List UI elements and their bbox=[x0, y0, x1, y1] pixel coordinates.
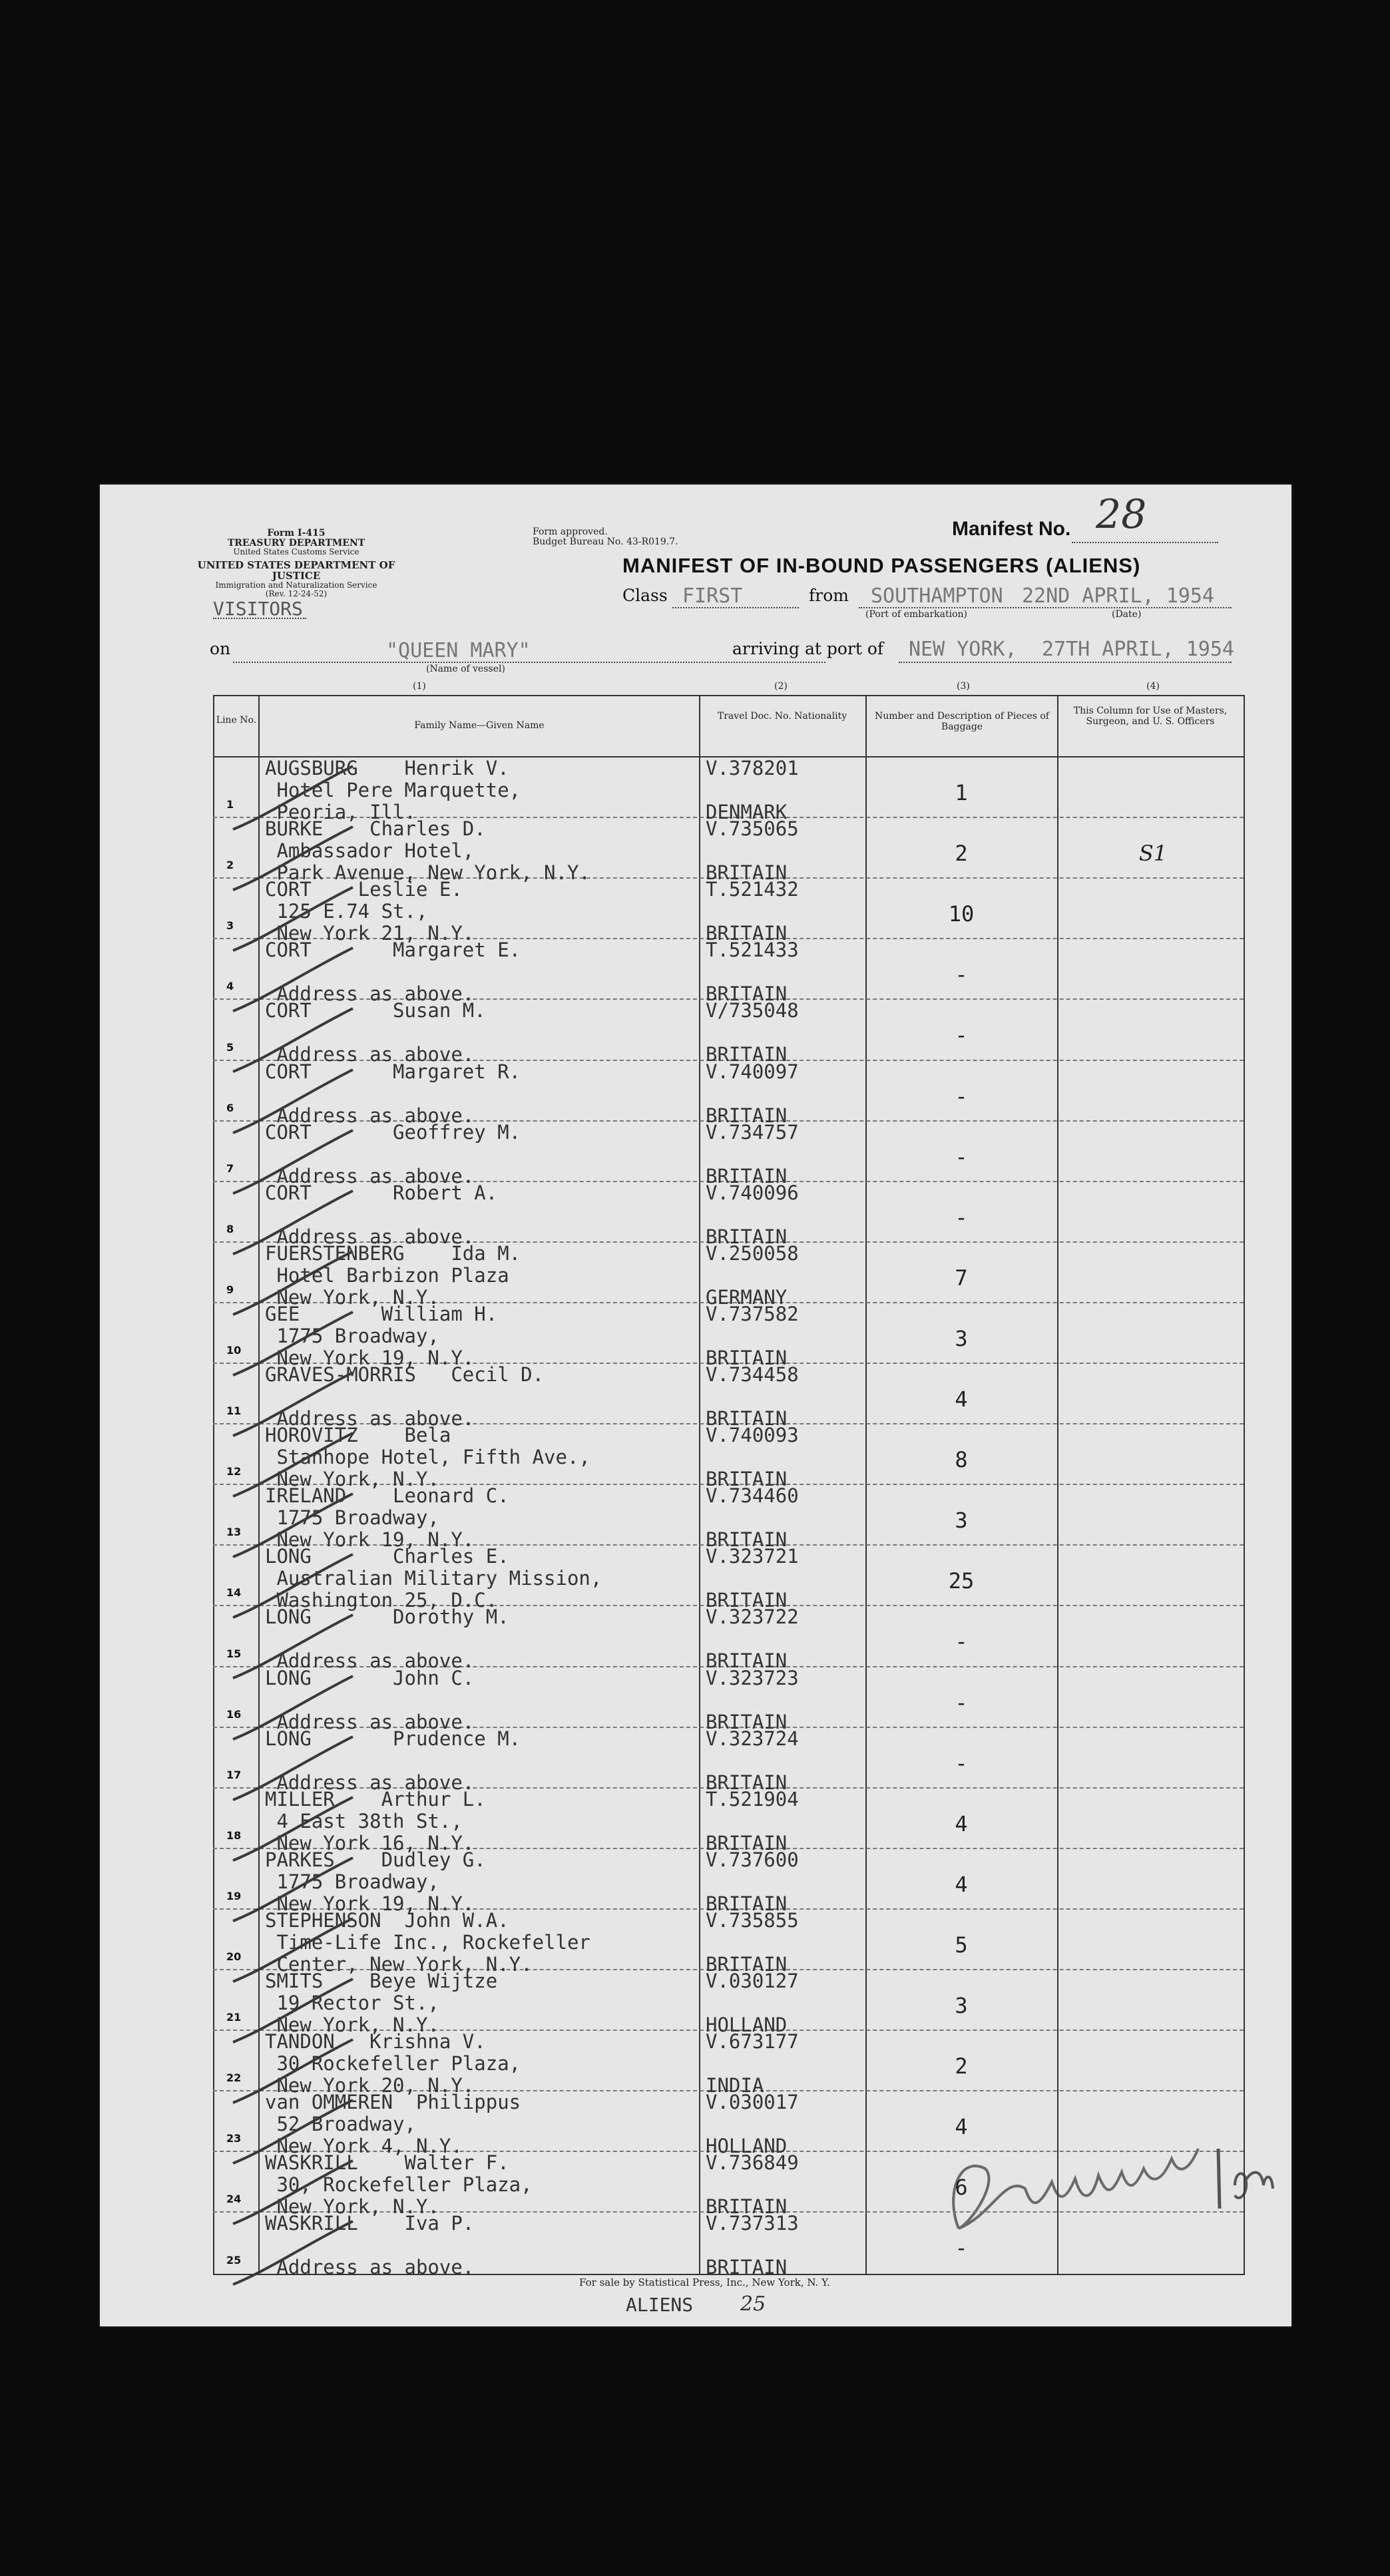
line-number: 19 bbox=[226, 1889, 242, 1902]
passenger-name: TANDON Krishna V. 30 Rockefeller Plaza, New York 20, N.Y. bbox=[265, 2030, 521, 2097]
treasury-department: TREASURY DEPARTMENT bbox=[227, 537, 365, 548]
manifest-no-label: Manifest No. bbox=[952, 518, 1071, 540]
revision-date: (Rev. 12-24-52) bbox=[265, 589, 328, 599]
class-value: FIRST bbox=[682, 584, 743, 608]
travel-doc: V.740096 BRITAIN bbox=[706, 1181, 799, 1248]
passenger-name: van OMMEREN Philippus 52 Broadway, New York 4, N.Y. bbox=[265, 2091, 521, 2158]
from-line bbox=[859, 607, 1232, 608]
line-number: 2 bbox=[226, 859, 234, 872]
port-caption: (Port of embarkation) bbox=[865, 609, 967, 620]
passenger-table bbox=[213, 695, 1245, 2279]
travel-doc: T.521904 BRITAIN bbox=[706, 1787, 799, 1854]
travel-doc: V.740097 BRITAIN bbox=[706, 1060, 799, 1127]
visitors-line bbox=[213, 618, 306, 619]
baggage-count: 3 bbox=[955, 1993, 968, 2018]
travel-doc: V.735065 BRITAIN bbox=[706, 817, 799, 885]
baggage-count: - bbox=[955, 1629, 968, 1655]
line-number: 17 bbox=[226, 1768, 242, 1781]
passenger-name: WASKRILL Iva P. Address as above. bbox=[265, 2212, 475, 2279]
passenger-name: GEE William H. 1775 Broadway, New York 19, N.Y. bbox=[265, 1302, 498, 1369]
embarkation-date: 22ND APRIL, 1954 bbox=[1022, 584, 1214, 608]
baggage-count: 25 bbox=[948, 1568, 975, 1594]
travel-doc: V.737600 BRITAIN bbox=[706, 1848, 799, 1915]
line-number: 15 bbox=[226, 1647, 242, 1660]
class-line bbox=[672, 607, 799, 608]
baggage-count: 4 bbox=[955, 1871, 968, 1897]
passenger-name: GRAVES-MORRIS Cecil D. Address as above. bbox=[265, 1363, 545, 1430]
line-number: 12 bbox=[226, 1465, 242, 1478]
travel-doc: V.030127 HOLLAND bbox=[706, 1970, 799, 2036]
travel-doc: V.740093 BRITAIN bbox=[706, 1424, 799, 1491]
baggage-count: 2 bbox=[955, 841, 968, 867]
passenger-name: SMITS Beye Wijtze 19 Rector St., New York, N.Y. bbox=[265, 1970, 498, 2036]
line-number: 10 bbox=[226, 1344, 242, 1357]
passenger-name: CORT Leslie E. 125 E.74 St., New York 21, N.Y. bbox=[265, 878, 475, 945]
line-number: 5 bbox=[226, 1040, 234, 1054]
travel-doc: V/735048 BRITAIN bbox=[706, 999, 799, 1066]
line-number: 11 bbox=[226, 1404, 242, 1418]
manifest-number: 28 bbox=[1096, 491, 1147, 538]
arriving-label: arriving at port of bbox=[732, 639, 884, 658]
vessel-line bbox=[233, 662, 825, 663]
col-num-4: (4) bbox=[1146, 681, 1160, 692]
arrival-port: NEW YORK, bbox=[909, 638, 1017, 661]
line-number: 18 bbox=[226, 1828, 242, 1842]
check-mark bbox=[226, 2218, 359, 2298]
budget-block bbox=[533, 527, 678, 546]
officer-note: S1 bbox=[1138, 841, 1168, 867]
passenger-name: WASKRILL Walter F. 30, Rockefeller Plaza, New York, N.Y. bbox=[265, 2151, 533, 2219]
passenger-name: CORT Margaret E. Address as above. bbox=[265, 939, 521, 1006]
arrival-date: 27TH APRIL, 1954 bbox=[1042, 638, 1234, 661]
travel-doc: V.378201 DENMARK bbox=[706, 757, 799, 823]
line-number: 8 bbox=[226, 1222, 234, 1235]
passenger-name: FUERSTENBERG Ida M. Hotel Barbizon Plaza New York, N.Y. bbox=[265, 1241, 521, 1309]
aliens-count: 25 bbox=[740, 2292, 766, 2316]
baggage-header: Number and Description of Pieces of Baggage bbox=[875, 711, 1049, 733]
agency-block bbox=[193, 529, 399, 598]
line-number: 4 bbox=[226, 980, 234, 993]
travel-doc: V.737582 BRITAIN bbox=[706, 1302, 799, 1369]
manifest-title: MANIFEST OF IN-BOUND PASSENGERS (ALIENS) bbox=[622, 554, 1141, 577]
travel-doc: V.323724 BRITAIN bbox=[706, 1727, 799, 1794]
travel-doc: V.030017 HOLLAND bbox=[706, 2091, 799, 2158]
baggage-count: - bbox=[955, 1022, 968, 1048]
name-header: Family Name—Given Name bbox=[414, 720, 545, 731]
col-num-1: (1) bbox=[413, 681, 426, 692]
passenger-name: CORT Geoffrey M. Address as above. bbox=[265, 1120, 521, 1187]
line-number: 22 bbox=[226, 2071, 242, 2085]
class-label: Class bbox=[622, 586, 668, 605]
travel-doc: V.323723 BRITAIN bbox=[706, 1666, 799, 1733]
line-number: 14 bbox=[226, 1586, 242, 1600]
aliens-label: ALIENS bbox=[626, 2294, 694, 2316]
baggage-count: 7 bbox=[955, 1265, 968, 1291]
vessel-caption: (Name of vessel) bbox=[426, 664, 505, 674]
baggage-count: 6 bbox=[955, 2175, 968, 2201]
line-number: 16 bbox=[226, 1707, 242, 1721]
travel-doc: V.323722 BRITAIN bbox=[706, 1606, 799, 1673]
line-number: 13 bbox=[226, 1526, 242, 1539]
justice-department: UNITED STATES DEPARTMENT OF JUSTICE bbox=[197, 558, 395, 582]
line-number: 23 bbox=[226, 2132, 242, 2145]
line-no-header: Line No. bbox=[216, 715, 257, 726]
baggage-count: 10 bbox=[948, 901, 975, 927]
passenger-name: LONG Prudence M. Address as above. bbox=[265, 1727, 521, 1794]
line-number: 21 bbox=[226, 2011, 242, 2024]
baggage-count: 3 bbox=[955, 1508, 968, 1534]
passenger-name: PARKES Dudley G. 1775 Broadway, New York 19, N.Y. bbox=[265, 1848, 486, 1915]
arrival-line bbox=[899, 662, 1232, 663]
baggage-count: - bbox=[955, 1144, 968, 1170]
passenger-name: LONG Dorothy M. Address as above. bbox=[265, 1606, 509, 1673]
ins-service: Immigration and Naturalization Service bbox=[215, 580, 377, 590]
from-label: from bbox=[809, 586, 849, 605]
col-num-3: (3) bbox=[957, 681, 970, 692]
travel-doc: V.735855 BRITAIN bbox=[706, 1908, 799, 1976]
passenger-name: LONG John C. Address as above. bbox=[265, 1666, 475, 1733]
officers-header: This Column for Use of Masters, Surgeon, and U. S. Officers bbox=[1073, 706, 1228, 728]
printer-credit: For sale by Statistical Press, Inc., New York, N. Y. bbox=[579, 2276, 830, 2288]
baggage-count: 8 bbox=[955, 1447, 968, 1473]
baggage-count: - bbox=[955, 962, 968, 988]
line-number: 20 bbox=[226, 1950, 242, 1963]
line-number: 24 bbox=[226, 2193, 242, 2206]
baggage-count: 4 bbox=[955, 2114, 968, 2140]
baggage-count: 3 bbox=[955, 1325, 968, 1351]
travel-doc: V.736849 BRITAIN bbox=[706, 2151, 799, 2219]
travel-doc: V.737313 BRITAIN bbox=[706, 2212, 799, 2279]
port-of-embarkation: SOUTHAMPTON bbox=[871, 584, 1003, 608]
line-number: 7 bbox=[226, 1162, 234, 1175]
travel-doc: T.521432 BRITAIN bbox=[706, 878, 799, 945]
vessel-name: "QUEEN MARY" bbox=[386, 639, 531, 662]
baggage-count: - bbox=[955, 1083, 968, 1109]
passenger-name: IRELAND Leonard C. 1775 Broadway, New York 19, N.Y. bbox=[265, 1484, 509, 1552]
passenger-name: HOROVITZ Bela Stanhope Hotel, Fifth Ave., New York, N.Y. bbox=[265, 1424, 590, 1491]
baggage-count: - bbox=[955, 1750, 968, 1776]
travel-doc: T.521433 BRITAIN bbox=[706, 939, 799, 1006]
passenger-name: AUGSBURG Henrik V. Hotel Pere Marquette, Peoria, Ill. bbox=[265, 757, 521, 823]
line-number: 1 bbox=[226, 798, 234, 811]
travel-doc: V.323721 BRITAIN bbox=[706, 1545, 799, 1612]
baggage-count: - bbox=[955, 1689, 968, 1715]
on-label: on bbox=[210, 639, 231, 658]
visitors-label: VISITORS bbox=[213, 598, 303, 620]
baggage-count: 4 bbox=[955, 1387, 968, 1412]
line-number: 9 bbox=[226, 1283, 234, 1296]
line-number: 25 bbox=[226, 2253, 242, 2266]
passenger-name: CORT Susan M. Address as above. bbox=[265, 999, 486, 1066]
form-number: Form I-415 bbox=[267, 528, 326, 538]
baggage-count: - bbox=[955, 1204, 968, 1230]
passenger-name: MILLER Arthur L. 4 East 38th St., New York 16, N.Y. bbox=[265, 1787, 486, 1854]
passenger-name: CORT Margaret R. Address as above. bbox=[265, 1060, 521, 1127]
travel-doc: V.734458 BRITAIN bbox=[706, 1363, 799, 1430]
travel-doc: V.734460 BRITAIN bbox=[706, 1484, 799, 1552]
baggage-count: - bbox=[955, 2235, 968, 2261]
travel-doc-header: Travel Doc. No. Nationality bbox=[717, 711, 847, 722]
travel-doc: V.673177 INDIA bbox=[706, 2030, 799, 2097]
budget-bureau: Budget Bureau No. 43-R019.7. bbox=[533, 536, 678, 547]
travel-doc: V.250058 GERMANY bbox=[706, 1241, 799, 1309]
customs-service: United States Customs Service bbox=[233, 547, 359, 557]
form-approved: Form approved. bbox=[533, 527, 608, 537]
date-caption: (Date) bbox=[1112, 609, 1142, 620]
travel-doc: V.734757 BRITAIN bbox=[706, 1120, 799, 1187]
line-number: 3 bbox=[226, 919, 234, 933]
baggage-count: 4 bbox=[955, 1811, 968, 1836]
passenger-name: BURKE Charles D. Ambassador Hotel, Park Avenue, New York, N.Y. bbox=[265, 817, 590, 885]
baggage-count: 2 bbox=[955, 2053, 968, 2079]
passenger-name: CORT Robert A. Address as above. bbox=[265, 1181, 498, 1248]
baggage-count: 1 bbox=[955, 780, 968, 805]
manifest-no-line bbox=[1072, 542, 1218, 543]
baggage-count: 5 bbox=[955, 1932, 968, 1958]
col-num-2: (2) bbox=[774, 681, 788, 692]
passenger-name: STEPHENSON John W.A. Time-Life Inc., Rockefeller Center, New York, N.Y. bbox=[265, 1908, 590, 1976]
passenger-name: LONG Charles E. Australian Military Mission, Washington 25, D.C. bbox=[265, 1545, 602, 1612]
line-number: 6 bbox=[226, 1101, 234, 1114]
